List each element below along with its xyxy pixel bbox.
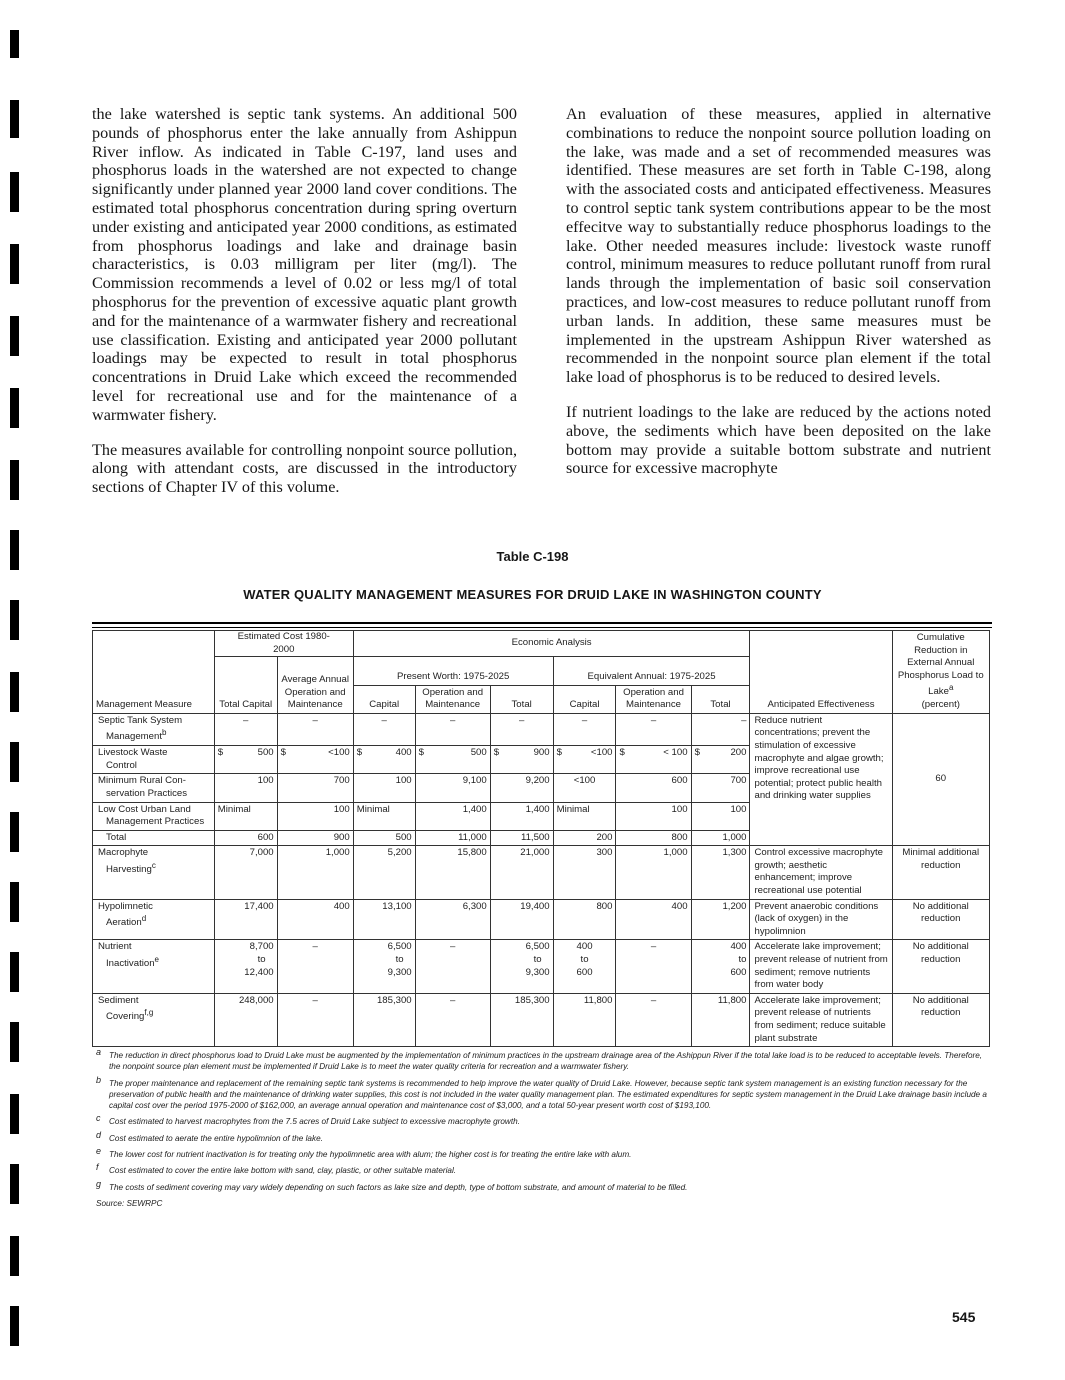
paragraph: If nutrient loadings to the lake are reduced by the actions noted above, the sediments which have been deposited on the lake bottom may provide a suitable bottom substrate and nutrient source for excessive macrophyte xyxy=(566,402,991,478)
cell-pw-capital: Minimal xyxy=(353,802,415,830)
cell-avg-om: $ <100 xyxy=(277,746,353,774)
cell-ea-capital: 11,800 xyxy=(553,993,616,1046)
paragraph: The measures available for controlling nonpoint source pollution, along with attendant costs, are discussed in the introductory sections of Chapter IV of this volume. xyxy=(92,440,517,497)
currency-symbol: $ xyxy=(619,747,625,759)
cell-total-capital: 7,000 xyxy=(214,846,277,899)
cell-pw-capital: $ 400 xyxy=(353,746,415,774)
table-row xyxy=(93,846,990,899)
table-number: Table C-198 xyxy=(496,549,569,564)
binding-mark xyxy=(10,30,19,58)
cell-pw-capital: 5,200 xyxy=(353,846,415,899)
header-present-worth: Present Worth: 1975-2025 xyxy=(353,657,553,685)
cell-pw-om: 9,100 xyxy=(415,774,490,802)
header-cumulative-unit: (percent) xyxy=(921,699,960,711)
cell-pw-om: – xyxy=(415,940,490,993)
cell-pw-capital: – xyxy=(353,713,415,745)
cell-pw-total: 6,500 to 9,300 xyxy=(490,940,553,993)
header-pw-capital: Capital xyxy=(353,685,415,713)
table-title: WATER QUALITY MANAGEMENT MEASURES FOR DRUID LAKE IN WASHINGTON COUNTY xyxy=(243,587,822,602)
paragraph: An evaluation of these measures, applied in alternative combinations to reduce the nonpoint source pollution loading on the lake, was made and a set of recommended measures was identified. These measures are set forth in Table C-198, along with the associated costs and anticipated effectiveness. Measures to control septic tank system contributions appear to be the most effecitve way to substantially reduce phosphorus loadings to the lake. Other needed measures include: livestock waste runoff control, minimum measures to reduce pollutant runoff from rural lands through the implementation of basic soil conservation practices, and low-cost measures to reduce pollutant runoff from urban lands. In addition, these same measures must be implemented in the upstream Ashippun River watershed as recommended in the nonpoint source plan element if the total lake load of phosphorus is to be reduced to desired levels. xyxy=(566,105,991,387)
header-economic-analysis: Economic Analysis xyxy=(353,631,750,657)
cell-total-capital: $ 500 xyxy=(214,746,277,774)
binding-mark xyxy=(10,742,19,782)
table-top-rule xyxy=(92,627,992,628)
currency-symbol: $ xyxy=(493,747,500,759)
cell-pw-total: 19,400 xyxy=(490,899,553,940)
cell-effectiveness: Prevent anaerobic conditions (lack of oxygen) in the hypolimnion xyxy=(750,899,892,940)
footnote: b The proper maintenance and replacement of the remaining septic tank systems is recommended to help improve the water quality of Druid Lake. However, because septic tank system management is an existing function necessary for the preservation of public health and the maintenance of drinking water supplies, this cost is not included in the water quality management plan. The estimated expenditures for septic system management in the Druid Lake drainage basin include a capital cost over the period 1975-2000 of $162,000, an average annual operation and maintenance cost of $3,000, and a total 50-year present worth cost of $193,100. xyxy=(96,1074,987,1111)
cell-total-capital: – xyxy=(214,713,277,745)
footnote-mark: f xyxy=(96,1162,99,1173)
footnote-ref: c xyxy=(151,860,156,870)
cell-ea-total: 400 to 600 xyxy=(691,940,750,993)
cell-pw-om: – xyxy=(415,713,490,745)
measure-name: Sediment Covering$^{f,g}$ xyxy=(93,993,215,1046)
cell-cumulative: No additional reduction xyxy=(892,940,989,993)
cell-ea-total: 11,800 xyxy=(691,993,750,1046)
footnote-mark: e xyxy=(96,1146,102,1157)
page-number: 545 xyxy=(952,1309,976,1325)
binding-mark xyxy=(10,388,19,428)
cell-pw-capital: 500 xyxy=(353,830,415,846)
footnote: a The reduction in direct phosphorus load to Druid Lake must be augmented by the implementation of minimum practices in the upstream drainage area of the Ashippun River if the total lake load is to be reduced to acceptable levels. Therefore, the nonpoint source plan element must be implemented if Druid Lake is to meet the water quality criteria for recreation and a warmwater fishery. xyxy=(96,1047,983,1072)
cell-ea-total: $ 200 xyxy=(691,746,750,774)
cell-avg-om: 700 xyxy=(277,774,353,802)
cell-total-capital: 17,400 xyxy=(214,899,277,940)
cell-avg-om: – xyxy=(277,993,353,1046)
table-row xyxy=(93,713,990,745)
binding-mark xyxy=(10,316,19,356)
header-estimated-cost: Estimated Cost 1980-2000 xyxy=(214,631,353,657)
cell-ea-om: 100 xyxy=(616,802,691,830)
header-cumulative-reduction xyxy=(892,631,989,714)
cell-cumulative: Minimal additional reduction xyxy=(892,846,989,899)
binding-mark xyxy=(10,244,19,284)
footnote: d Cost estimated to aerate the entire hypolimnion of the lake. xyxy=(96,1129,323,1143)
binding-mark xyxy=(10,172,19,212)
cell-ea-capital: 800 xyxy=(553,899,616,940)
currency-symbol: $ xyxy=(217,747,224,759)
cell-total-capital: Minimal xyxy=(214,802,277,830)
right-text-column xyxy=(566,105,991,494)
cell-total-capital: 8,700 to 12,400 xyxy=(214,940,277,993)
cell-pw-capital: 13,100 xyxy=(353,899,415,940)
cell-ea-total: – xyxy=(691,713,750,745)
footnote-ref: f,g xyxy=(144,1008,154,1018)
cell-ea-total: 1,000 xyxy=(691,830,750,846)
binding-mark xyxy=(10,1094,19,1134)
binding-mark xyxy=(10,1164,19,1204)
cell-ea-om: $ < 100 xyxy=(616,746,691,774)
footnote: c Cost estimated to harvest macrophytes from the 7.5 acres of Druid Lake subject to excessive macrophyte growth. xyxy=(96,1113,520,1127)
header-pw-om: Operation and Maintenance xyxy=(415,685,490,713)
cell-pw-capital: 100 xyxy=(353,774,415,802)
cell-pw-total: 11,500 xyxy=(490,830,553,846)
binding-mark xyxy=(10,1236,19,1276)
cell-ea-capital: – xyxy=(553,713,616,745)
cell-pw-total: – xyxy=(490,713,553,745)
cell-total-capital: 248,000 xyxy=(214,993,277,1046)
measure-name: Livestock Waste Control xyxy=(93,746,215,774)
cell-ea-capital: Minimal xyxy=(553,802,616,830)
cell-pw-capital: 185,300 xyxy=(353,993,415,1046)
cell-ea-capital: 200 xyxy=(553,830,616,846)
currency-symbol: $ xyxy=(418,747,424,759)
footnote-mark: d xyxy=(96,1129,102,1140)
binding-mark xyxy=(10,812,19,852)
footnote-mark: c xyxy=(96,1113,101,1124)
header-ea-om: Operation and Maintenance xyxy=(616,685,691,713)
measure-name: Hypolimnetic Aeration$^d$ xyxy=(93,899,215,940)
binding-mark xyxy=(10,1022,19,1062)
footnote-ref: d xyxy=(141,914,147,924)
measure-name: Low Cost Urban Land Management Practices xyxy=(93,802,215,830)
header-total-capital: Total Capital xyxy=(214,657,277,714)
cell-avg-om: 100 xyxy=(277,802,353,830)
footnote-ref: e xyxy=(154,955,159,965)
binding-mark xyxy=(10,1306,19,1346)
cell-pw-om: 11,000 xyxy=(415,830,490,846)
cell-ea-om: – xyxy=(616,713,691,745)
cell-pw-om: – xyxy=(415,993,490,1046)
measure-name: Nutrient Inactivation$^e$ xyxy=(93,940,215,993)
cell-pw-om: 15,800 xyxy=(415,846,490,899)
measure-name: Minimum Rural Con- servation Practices xyxy=(93,774,215,802)
footnote-mark: a xyxy=(96,1047,102,1057)
table-row xyxy=(93,993,990,1046)
cell-avg-om: 1,000 xyxy=(277,846,353,899)
binding-mark xyxy=(10,672,19,712)
cell-pw-om: 1,400 xyxy=(415,802,490,830)
binding-mark xyxy=(10,600,19,640)
table-source: Source: SEWRPC xyxy=(96,1198,163,1208)
cell-ea-om: – xyxy=(616,940,691,993)
cell-avg-om: 900 xyxy=(277,830,353,846)
cell-pw-total: 1,400 xyxy=(490,802,553,830)
binding-mark xyxy=(10,100,19,138)
cell-cumulative: 60 xyxy=(892,713,989,846)
cell-ea-om: 1,000 xyxy=(616,846,691,899)
cell-pw-om: $ 500 xyxy=(415,746,490,774)
cell-effectiveness: Control excessive macrophyte growth; aesthetic enhancement; improve recreational use potential xyxy=(750,846,892,899)
cell-ea-capital: <100 xyxy=(553,774,616,802)
cell-avg-om: – xyxy=(277,940,353,993)
cell-ea-capital: $ <100 xyxy=(553,746,616,774)
cell-ea-total: 700 xyxy=(691,774,750,802)
cell-avg-om: – xyxy=(277,713,353,745)
cell-ea-total: 1,300 xyxy=(691,846,750,899)
measure-name: Macrophyte Harvesting$^c$ xyxy=(93,846,215,899)
paragraph: the lake watershed is septic tank systems. An additional 500 pounds of phosphorus enter the lake annually from Ashippun River inflow. As indicated in Table C-197, land uses and phosphorus loads in the watershed are not expected to change significantly under planned year 2000 land cover conditions. The estimated total phosphorus concentration during spring overturn under existing and anticipated year 2000 conditions, as estimated from phosphorus loadings and lake and drainage basin characteristics, is 0.03 milligram per liter (mg/l). The Commission recommends a level of 0.02 or less mg/l of total phosphorus for the prevention of excessive aquatic plant growth and for the maintenance of a warmwater fishery and recreational use classification. Existing and anticipated year 2000 pollutant loadings may be expected to result in total phosphorus concentrations in Druid Lake which exceed the recommended level for recreational use and for the maintenance of a warmwater fishery. xyxy=(92,105,517,424)
binding-mark xyxy=(10,460,19,500)
footnote-mark: g xyxy=(96,1178,102,1189)
table-row xyxy=(93,899,990,940)
currency-symbol: $ xyxy=(556,747,562,759)
binding-mark xyxy=(10,952,19,992)
left-text-column xyxy=(92,105,517,513)
currency-symbol: $ xyxy=(280,747,286,759)
cell-effectiveness: Accelerate lake improvement; prevent release of nutrients from sediment; reduce suitable plant substrate xyxy=(750,993,892,1046)
management-measures-table xyxy=(92,630,990,1047)
footnote: g The costs of sediment covering may vary widely depending on such factors as lake size and depth, type of bottom substrate, and amount of material to be filled. xyxy=(96,1178,688,1192)
footnote-ref: b xyxy=(162,728,167,738)
cell-total-capital: 100 xyxy=(214,774,277,802)
cell-pw-total: 9,200 xyxy=(490,774,553,802)
cell-cumulative: No additional reduction xyxy=(892,993,989,1046)
binding-mark xyxy=(10,882,19,922)
cell-pw-om: 6,300 xyxy=(415,899,490,940)
currency-symbol: $ xyxy=(356,747,363,759)
footnote-ref: a xyxy=(948,683,954,693)
header-avg-annual-om: Average Annual Operation and Maintenance xyxy=(277,657,353,714)
cell-ea-capital: 300 xyxy=(553,846,616,899)
cell-ea-total: 100 xyxy=(691,802,750,830)
cell-pw-total: 21,000 xyxy=(490,846,553,899)
cell-pw-total: $ 900 xyxy=(490,746,553,774)
header-equivalent-annual: Equivalent Annual: 1975-2025 xyxy=(553,657,750,685)
cell-cumulative: No additional reduction xyxy=(892,899,989,940)
header-ea-capital: Capital xyxy=(553,685,616,713)
header-cumulative-label: Cumulative Reduction in External Annual Phosphorus Load to Lake xyxy=(897,632,984,698)
cell-pw-capital: 6,500 to 9,300 xyxy=(353,940,415,993)
cell-ea-total: 1,200 xyxy=(691,899,750,940)
cell-ea-om: – xyxy=(616,993,691,1046)
footnote: f Cost estimated to cover the entire lake bottom with sand, clay, plastic, or other suitable material. xyxy=(96,1162,457,1176)
table-row xyxy=(93,940,990,993)
cell-ea-om: 800 xyxy=(616,830,691,846)
header-pw-total: Total xyxy=(490,685,553,713)
header-ea-total: Total xyxy=(691,685,750,713)
footnote: e The lower cost for nutrient inactivation is for treating only the hypolimnetic area with alum; the higher cost is for treating the entire lake with alum. xyxy=(96,1146,632,1160)
cell-avg-om: 400 xyxy=(277,899,353,940)
table-top-rule xyxy=(92,622,992,624)
measure-name: Septic Tank System Management$^b$ xyxy=(93,713,215,745)
currency-symbol: $ xyxy=(694,747,700,759)
header-management-measure: Management Measure xyxy=(93,631,215,714)
table-footnotes xyxy=(92,1047,987,1209)
header-anticipated-effectiveness: Anticipated Effectiveness xyxy=(750,631,892,714)
measure-name: Total xyxy=(93,830,215,846)
cell-ea-om: 400 xyxy=(616,899,691,940)
cell-total-capital: 600 xyxy=(214,830,277,846)
cell-pw-total: 185,300 xyxy=(490,993,553,1046)
cell-ea-om: 600 xyxy=(616,774,691,802)
cell-effectiveness: Accelerate lake improvement; prevent release of nutrient from sediment; remove nutrients from water body xyxy=(750,940,892,993)
cell-ea-capital: 400 to 600 xyxy=(553,940,616,993)
footnote-mark: b xyxy=(96,1074,102,1085)
cell-effectiveness: Reduce nutrient concentrations; prevent the stimulation of excessive macrophyte and algae growth; improve recreational use potential; protect public health and drinking water supplies xyxy=(750,713,892,846)
